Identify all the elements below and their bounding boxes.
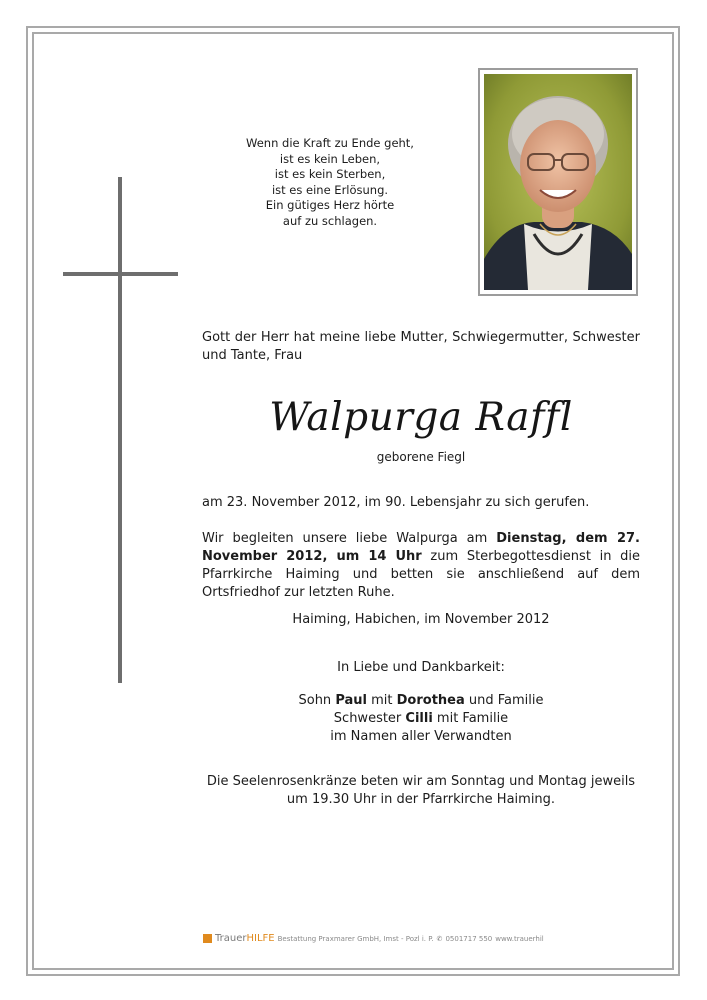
family-text: und Familie bbox=[464, 693, 544, 708]
poem-line: ist es kein Leben, bbox=[279, 151, 381, 166]
rosary-line: Die Seelenrosenkränze beten wir am Sonntag und Montag jeweils bbox=[206, 774, 636, 789]
logo-mark-icon bbox=[203, 934, 212, 943]
poem-line: ist es eine Erlösung. bbox=[271, 182, 389, 197]
cross-vertical-bar bbox=[118, 177, 122, 683]
family-text: mit Familie bbox=[432, 711, 509, 726]
deceased-name: Walpurga Raffl bbox=[269, 395, 573, 440]
family-line-sister bbox=[202, 710, 640, 728]
logo-text-part: Trauer bbox=[215, 933, 247, 944]
death-notice: am 23. November 2012, im 90. Lebensjahr zu sich gerufen. bbox=[202, 495, 590, 510]
place-date: Haiming, Habichen, im November 2012 bbox=[292, 612, 550, 627]
funeral-date-time: Dienstag, dem 27. November 2012, um 14 Uhr bbox=[202, 531, 640, 564]
footer-phone: 0501717 550 bbox=[445, 934, 493, 943]
poem-line: ist es kein Sterben, bbox=[274, 167, 386, 181]
logo-text-accent: HILFE bbox=[246, 933, 275, 944]
family-line-son bbox=[202, 692, 640, 710]
intro-text: Gott der Herr hat meine liebe Mutter, Schwiegermutter, Schwester und Tante, Frau bbox=[202, 330, 640, 363]
cross-horizontal-bar bbox=[63, 272, 178, 276]
footer-web[interactable]: www.trauerhil bbox=[495, 934, 544, 943]
family-block bbox=[202, 692, 640, 746]
poem-line: Wenn die Kraft zu Ende geht, bbox=[246, 136, 414, 150]
gratitude-line: In Liebe und Dankbarkeit: bbox=[337, 660, 505, 675]
portrait-photo bbox=[484, 74, 632, 290]
family-text: Schwester bbox=[333, 711, 406, 726]
portrait-illustration bbox=[484, 74, 632, 290]
poem bbox=[230, 136, 430, 229]
family-text: mit bbox=[366, 693, 397, 708]
funeral-text-start: Wir begleiten unsere liebe Walpurga am bbox=[202, 531, 497, 546]
funeral-text-end: zum Sterbegottesdienst in die Pfarrkirche Haiming und betten sie anschließend auf dem Ortsfriedhof zur letzten Ruhe. bbox=[202, 549, 640, 600]
family-line-relatives: im Namen aller Verwandten bbox=[330, 729, 512, 744]
footer bbox=[203, 933, 544, 944]
rosary-line: um 19.30 Uhr in der Pfarrkirche Haiming. bbox=[286, 792, 556, 807]
family-name-sister: Cilli bbox=[405, 711, 433, 726]
logo-text bbox=[215, 933, 275, 944]
rosary-notice bbox=[202, 773, 640, 809]
maiden-name: geborene Fiegl bbox=[376, 450, 466, 464]
family-name-son: Paul bbox=[335, 693, 367, 708]
poem-line: auf zu schlagen. bbox=[282, 213, 378, 228]
footer-company: Bestattung Praxmarer GmbH, Imst - Pozl i. P. bbox=[277, 934, 434, 943]
poem-line: Ein gütiges Herz hörte bbox=[265, 198, 395, 212]
portrait-frame bbox=[478, 68, 638, 296]
funeral-paragraph bbox=[202, 530, 640, 602]
family-text: Sohn bbox=[298, 693, 336, 708]
phone-icon: ✆ bbox=[436, 934, 443, 943]
family-name-daughter-in-law: Dorothea bbox=[396, 693, 465, 708]
